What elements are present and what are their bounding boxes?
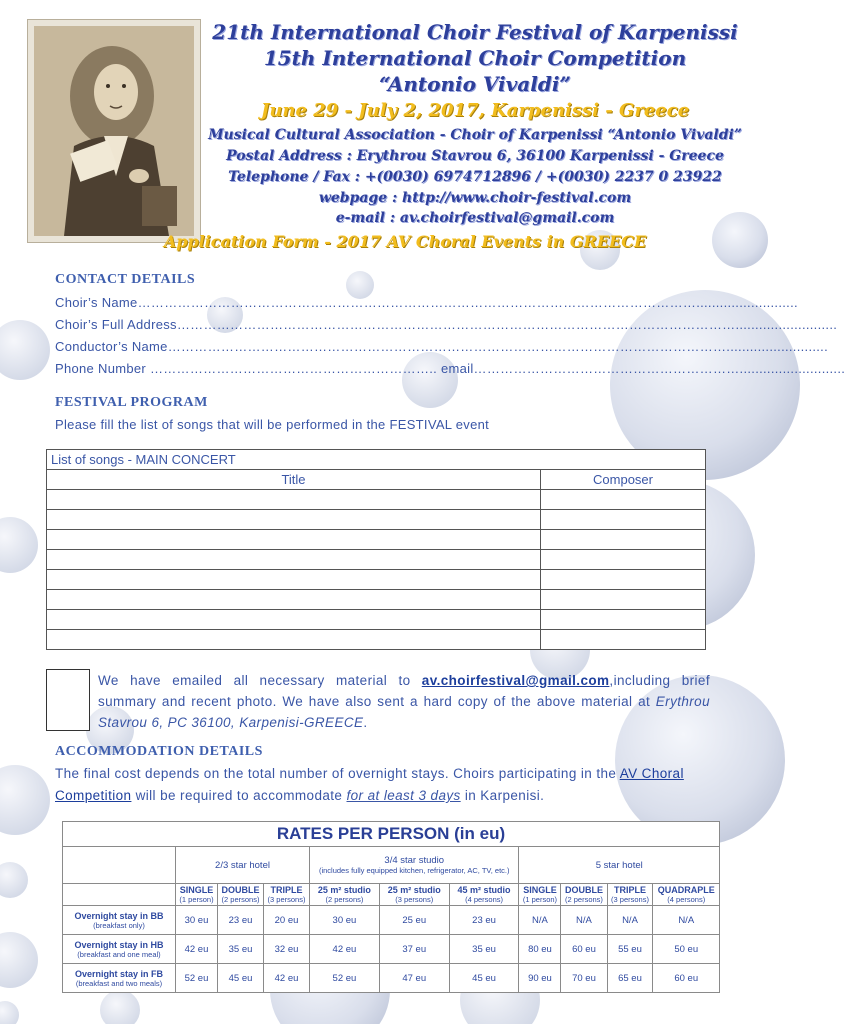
rate-value: N/A: [607, 906, 653, 935]
rate-value: 52 eu: [310, 964, 380, 993]
rates-column-header: [449, 884, 519, 906]
festival-program-heading: FESTIVAL PROGRAM: [55, 395, 208, 410]
rate-value: 42 eu: [310, 935, 380, 964]
rates-row-title: Overnight stay in FB: [74, 968, 163, 979]
song-row[interactable]: [47, 530, 706, 550]
av-choral-competition-link[interactable]: AV Choral Competition: [55, 766, 684, 803]
choir-name-field[interactable]: Choir’s Name………………………………………………………………………………………………………………..........................: [55, 295, 798, 310]
rates-column-name: 25 m² studio: [387, 885, 441, 895]
rates-columns-row: [63, 884, 720, 906]
rates-column-sub: (1 person): [179, 895, 214, 904]
song-composer-cell[interactable]: [541, 530, 706, 550]
accommodation-text-1: The final cost depends on the total number of overnight stays. Choirs participating in the: [55, 766, 620, 781]
phone-email-field[interactable]: Phone Number ……………………………………………………….. email……………………………………………………...........................: [55, 361, 845, 376]
rates-column-header: [561, 884, 607, 906]
song-row[interactable]: [47, 550, 706, 570]
rates-column-name: 45 m² studio: [457, 885, 511, 895]
rates-column-name: TRIPLE: [613, 885, 646, 895]
rates-row-label: [63, 906, 176, 935]
song-composer-cell[interactable]: [541, 590, 706, 610]
rates-column-name: DOUBLE: [221, 885, 260, 895]
accommodation-heading: ACCOMMODATION DETAILS: [55, 744, 263, 759]
song-row[interactable]: [47, 590, 706, 610]
rates-column-header: [379, 884, 449, 906]
rates-column-sub: (2 persons): [565, 895, 603, 904]
song-title-cell[interactable]: [47, 490, 541, 510]
rates-row-sub: (breakfast and two meals): [75, 978, 163, 988]
song-title-cell[interactable]: [47, 550, 541, 570]
studio-group-note: (includes fully equipped kitchen, refrigerator, AC, TV, etc.): [318, 866, 510, 875]
rates-row: [63, 935, 720, 964]
song-composer-cell[interactable]: [541, 610, 706, 630]
rate-value: 42 eu: [264, 964, 310, 993]
application-form-title: Application Form - 2017 AV Choral Events in GREECE: [163, 232, 647, 251]
rates-column-header: [653, 884, 720, 906]
song-row[interactable]: [47, 570, 706, 590]
composer-column-header: Composer: [541, 470, 706, 490]
accommodation-text: [55, 763, 720, 807]
rate-value: 60 eu: [653, 964, 720, 993]
portrait-illustration: [34, 26, 194, 236]
rate-value: 60 eu: [561, 935, 607, 964]
group-hotel-5-star: 5 star hotel: [519, 847, 720, 884]
rates-row: [63, 964, 720, 993]
email-link[interactable]: e-mail : av.choirfestival@gmail.com: [335, 210, 615, 226]
rate-value: 23 eu: [449, 906, 519, 935]
rate-value: 52 eu: [176, 964, 218, 993]
rates-column-header: [217, 884, 263, 906]
song-row[interactable]: [47, 630, 706, 650]
vivaldi-portrait: [28, 20, 200, 242]
song-composer-cell[interactable]: [541, 630, 706, 650]
song-title-cell[interactable]: [47, 610, 541, 630]
rate-value: 65 eu: [607, 964, 653, 993]
rate-value: 55 eu: [607, 935, 653, 964]
note-postal-address: Erythrou Stavrou 6, PC 36100, Karpenisi-GREECE: [98, 694, 710, 730]
rates-column-name: QUADRAPLE: [657, 885, 715, 895]
note-text-before: We have emailed all necessary material to: [98, 673, 422, 688]
rates-column-sub: (1 person): [522, 895, 558, 904]
rates-column-sub: (4 persons): [465, 895, 504, 904]
rate-value: N/A: [653, 906, 720, 935]
rate-value: 30 eu: [310, 906, 380, 935]
rates-column-sub: (3 persons): [395, 895, 434, 904]
rates-corner-cell: [63, 847, 176, 884]
choir-address-field[interactable]: Choir’s Full Address………………………………………………………………………………………………………………..........................: [55, 317, 838, 332]
rates-column-blank: [63, 884, 176, 906]
rate-value: 90 eu: [519, 964, 561, 993]
rates-title: RATES PER PERSON (in eu): [63, 822, 720, 847]
rates-column-sub: (2 persons): [325, 895, 364, 904]
rate-value: N/A: [519, 906, 561, 935]
rates-column-header: [264, 884, 310, 906]
rate-value: 45 eu: [217, 964, 263, 993]
song-title-cell[interactable]: [47, 630, 541, 650]
rate-value: 30 eu: [176, 906, 218, 935]
material-sent-note: [98, 670, 710, 733]
rates-column-name: SINGLE: [179, 885, 214, 895]
festival-instruction: Please fill the list of songs that will be performed in the FESTIVAL event: [55, 417, 490, 432]
rates-group-row: [63, 847, 720, 884]
rate-value: 37 eu: [379, 935, 449, 964]
festival-title: 21th International Choir Festival of Karpenissi: [212, 20, 738, 44]
rates-column-name: SINGLE: [523, 885, 557, 895]
rate-value: 20 eu: [264, 906, 310, 935]
postal-address: Postal Address : Erythrou Stavrou 6, 36100 Karpenissi - Greece: [226, 148, 724, 164]
rate-value: 32 eu: [264, 935, 310, 964]
rate-value: 70 eu: [561, 964, 607, 993]
rates-row-label: [63, 935, 176, 964]
rates-column-sub: (2 persons): [221, 895, 260, 904]
rate-value: 45 eu: [449, 964, 519, 993]
title-column-header: Title: [47, 470, 541, 490]
minimum-stay-emphasis: for at least 3 days: [346, 788, 461, 803]
song-title-cell[interactable]: [47, 510, 541, 530]
webpage-link[interactable]: webpage : http://www.choir-festival.com: [318, 190, 632, 206]
competition-name: “Antonio Vivaldi”: [379, 72, 571, 96]
rates-row-title: Overnight stay in BB: [74, 910, 164, 921]
song-composer-cell[interactable]: [541, 570, 706, 590]
rates-row-sub: (breakfast and one meal): [77, 949, 161, 959]
songs-table-caption: List of songs - MAIN CONCERT: [47, 450, 706, 470]
rate-value: 35 eu: [217, 935, 263, 964]
songs-table: [46, 449, 706, 650]
rate-value: 50 eu: [653, 935, 720, 964]
rates-column-sub: (3 persons): [267, 895, 306, 904]
rates-column-header: [176, 884, 218, 906]
rates-row-title: Overnight stay in HB: [74, 939, 164, 950]
rates-column-sub: (3 persons): [611, 895, 649, 904]
contact-details-heading: CONTACT DETAILS: [55, 272, 196, 287]
rate-value: 80 eu: [519, 935, 561, 964]
rates-table: [62, 821, 720, 993]
rate-value: 42 eu: [176, 935, 218, 964]
song-row[interactable]: [47, 490, 706, 510]
material-sent-checkbox[interactable]: [46, 669, 90, 731]
songs-caption-row: [47, 450, 706, 470]
rates-column-header: [519, 884, 561, 906]
song-composer-cell[interactable]: [541, 550, 706, 570]
telephone-line: Telephone / Fax : +(0030) 6974712896 / +(0030) 2237 0 23922: [228, 169, 722, 185]
rate-value: 35 eu: [449, 935, 519, 964]
rates-row-label: [63, 964, 176, 993]
song-title-cell[interactable]: [47, 590, 541, 610]
competition-title: 15th International Choir Competition: [263, 46, 687, 70]
group-hotel-2-3-star: 2/3 star hotel: [176, 847, 310, 884]
rates-column-header: [607, 884, 653, 906]
note-text-middle: ,including brief summary and recent photo. We have also sent a hard copy of the above material at: [98, 673, 710, 709]
rates-column-name: TRIPLE: [270, 885, 303, 895]
rate-value: 47 eu: [379, 964, 449, 993]
rates-column-name: DOUBLE: [564, 885, 603, 895]
studio-group-title: 3/4 star studio: [384, 855, 445, 866]
rates-row-sub: (breakfast only): [93, 920, 145, 930]
event-dates: June 29 - July 2, 2017, Karpenissi - Greece: [260, 100, 690, 121]
group-studio-3-4-star: [310, 847, 519, 884]
rates-row: [63, 906, 720, 935]
songs-header-row: [47, 470, 706, 490]
rates-column-sub: (4 persons): [667, 895, 706, 904]
song-composer-cell[interactable]: [541, 510, 706, 530]
accommodation-text-2: will be required to accommodate: [131, 788, 347, 803]
note-text-end: .: [363, 715, 368, 730]
song-row[interactable]: [47, 610, 706, 630]
rate-value: 23 eu: [217, 906, 263, 935]
choir-festival-email-link[interactable]: av.choirfestival@gmail.com: [421, 673, 610, 688]
rates-title-row: [63, 822, 720, 847]
rate-value: 25 eu: [379, 906, 449, 935]
song-title-cell[interactable]: [47, 530, 541, 550]
conductor-name-field[interactable]: Conductor’s Name………………………………………………………………………………………………………………..........................: [55, 339, 829, 354]
song-title-cell[interactable]: [47, 570, 541, 590]
rate-value: N/A: [561, 906, 607, 935]
rates-column-header: [310, 884, 380, 906]
rates-column-name: 25 m² studio: [317, 885, 371, 895]
song-composer-cell[interactable]: [541, 490, 706, 510]
association-line: Musical Cultural Association - Choir of Karpenissi “Antonio Vivaldi”: [208, 127, 742, 143]
song-row[interactable]: [47, 510, 706, 530]
accommodation-text-3: in Karpenisi.: [460, 788, 545, 803]
